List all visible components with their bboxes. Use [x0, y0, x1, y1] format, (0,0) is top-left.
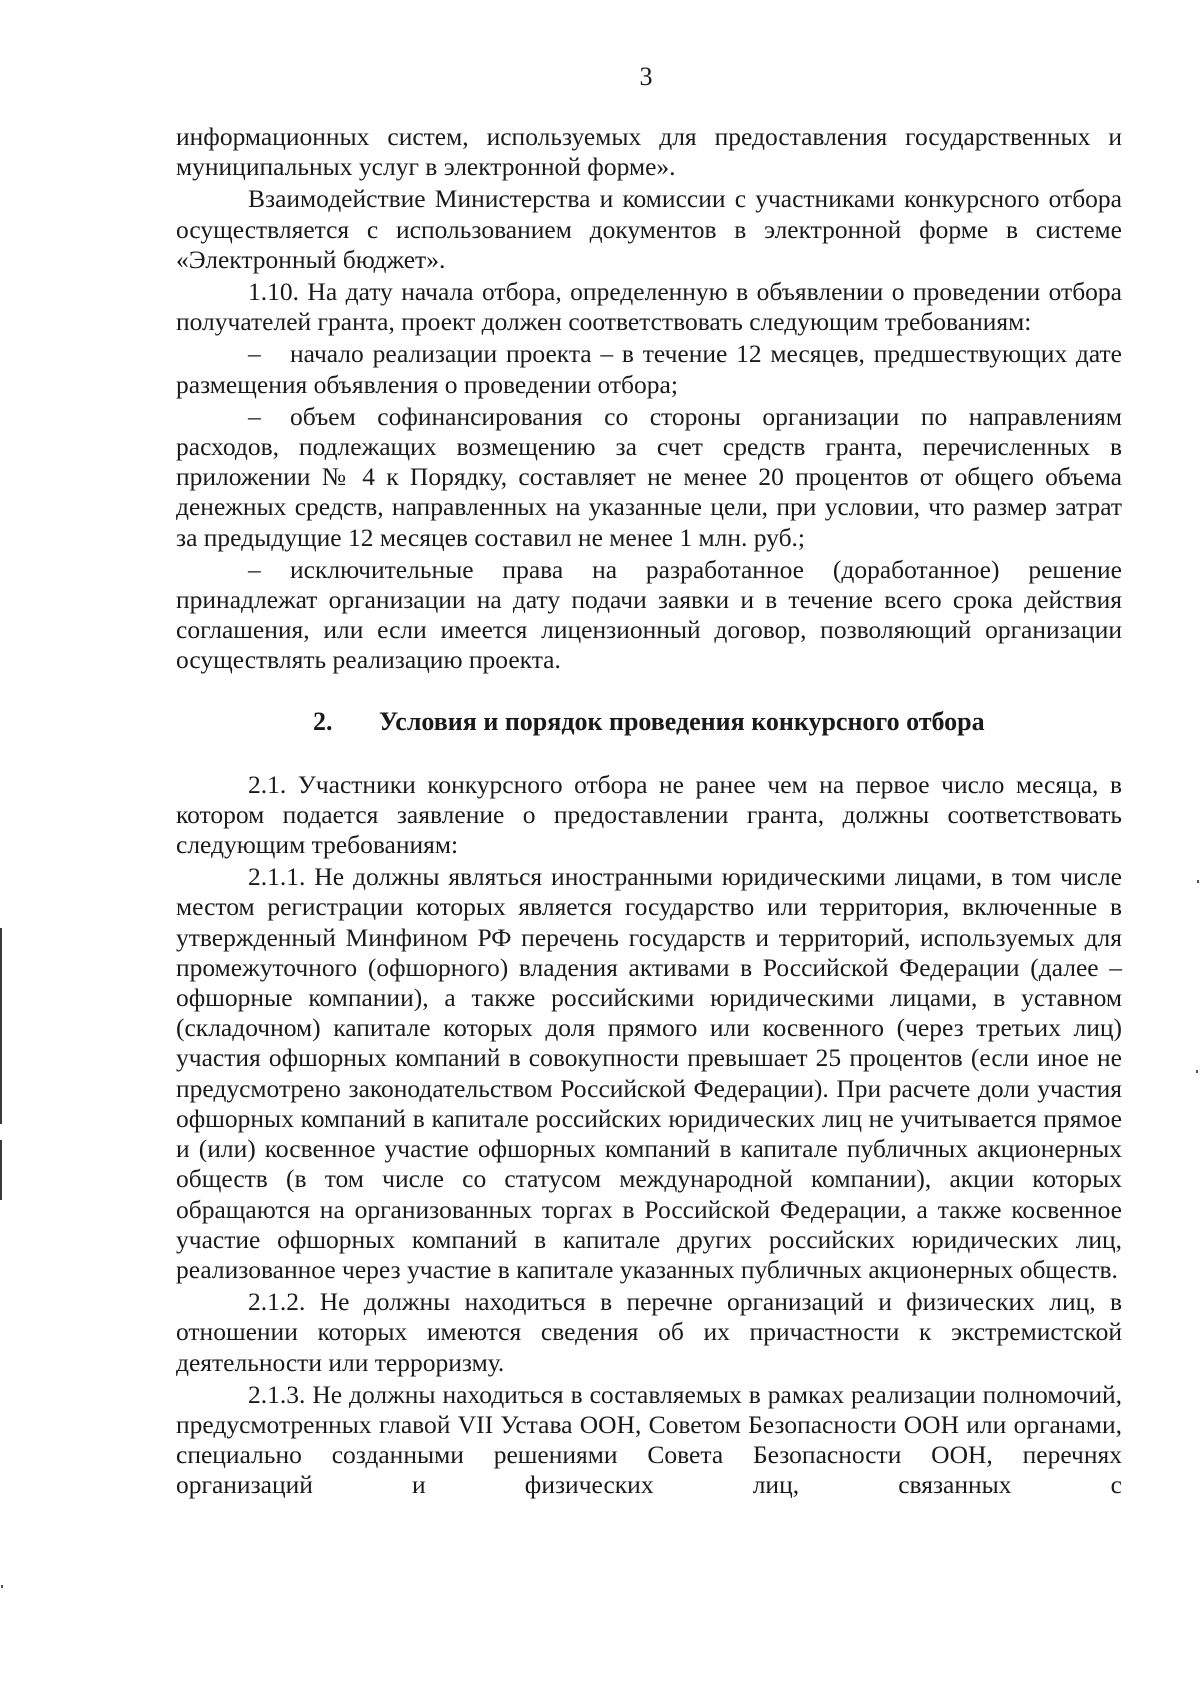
dash-bullet: –	[248, 401, 261, 431]
list-item	[176, 555, 1122, 676]
paragraph-2-1: 2.1. Участники конкурсного отбора не ранее чем на первое число месяца, в котором подается заявление о предоставлении гранта, должны соответствовать следующим требованиям:	[176, 769, 1122, 860]
scan-artifact	[1, 1585, 3, 1588]
scan-artifact	[1196, 1070, 1198, 1073]
section-title: Условия и порядок проведения конкурсного отбора	[379, 706, 985, 736]
page-number: 3	[639, 62, 653, 91]
paragraph-2-1-1: 2.1.1. Не должны являться иностранными юридическими лицами, в том числе местом регистрации которых является государство или территория, включенные в утвержденный Минфином РФ перечень государств и территорий, используемых для промежуточного (офшорного) владения активами в Российской Федерации (далее – офшорные компании), а также российскими юридическими лицами, в уставном (складочном) капитале которых доля прямого или косвенного (через третьих лиц) участия офшорных компаний в совокупности превышает 25 процентов (если иное не предусмотрено законодательством Российской Федерации). При расчете доли участия офшорных компаний в капитале российских юридических лиц не учитывается прямое и (или) косвенное участие офшорных компаний в капитале публичных акционерных обществ (в том числе со статусом международной компании), акции которых обращаются на организованных торгах в Российской Федерации, а также косвенное участие офшорных компаний в капитале других российских юридических лиц, реализованное через участие в капитале указанных публичных акционерных обществ.	[176, 862, 1122, 1284]
list-item-text: исключительные права на разработанное (доработанное) решение принадлежат организации на дату подачи заявки и в течение всего срока действия соглашения, или если имеется лицензионный договор, позволяющий организации осуществлять реализацию проекта.	[176, 554, 1122, 675]
paragraph-1-10: 1.10. На дату начала отбора, определенную в объявлении о проведении отбора получателей гранта, проект должен соответствовать следующим требованиям:	[176, 277, 1122, 337]
binding-edge-mark	[0, 1140, 2, 1200]
dash-bullet: –	[248, 339, 261, 369]
document-page	[176, 62, 1122, 1501]
list-item-text: объем софинансирования со стороны организации по направлениям расходов, подлежащих возмещению за счет средств гранта, перечисленных в приложении № 4 к Порядку, составляет не менее 20 процентов от общего объема денежных средств, направленных на указанные цели, при условии, что размер затрат за предыдущие 12 месяцев составил не менее 1 млн. руб.;	[176, 401, 1122, 552]
section-heading	[176, 706, 1122, 738]
section-number: 2.	[313, 706, 333, 736]
paragraph-interaction: Взаимодействие Министерства и комиссии с участниками конкурсного отбора осуществляется с использованием документов в электронной форме в системе «Электронный бюджет».	[176, 184, 1122, 274]
paragraph-2-1-2: 2.1.2. Не должны находиться в перечне организаций и физических лиц, в отношении которых имеются сведения об их причастности к экстремистской деятельности или терроризму.	[176, 1287, 1122, 1377]
binding-edge-mark	[0, 928, 2, 1124]
list-item	[176, 402, 1122, 553]
scan-artifact	[1197, 880, 1199, 883]
dash-bullet: –	[248, 554, 261, 584]
paragraph-2-1-3: 2.1.3. Не должны находиться в составляемых в рамках реализации полномочий, предусмотренных главой VII Устава ООН, Советом Безопасности ООН или органами, специально созданными решениями Совета Безопасности ООН, перечнях организаций и физических лиц, связанных с	[176, 1379, 1122, 1500]
list-item-text: начало реализации проекта – в течение 12 месяцев, предшествующих дате размещения объявления о проведении отбора;	[176, 339, 1122, 399]
paragraph-continuation: информационных систем, используемых для предоставления государственных и муниципальных услуг в электронной форме».	[176, 122, 1122, 182]
list-item	[176, 339, 1122, 399]
